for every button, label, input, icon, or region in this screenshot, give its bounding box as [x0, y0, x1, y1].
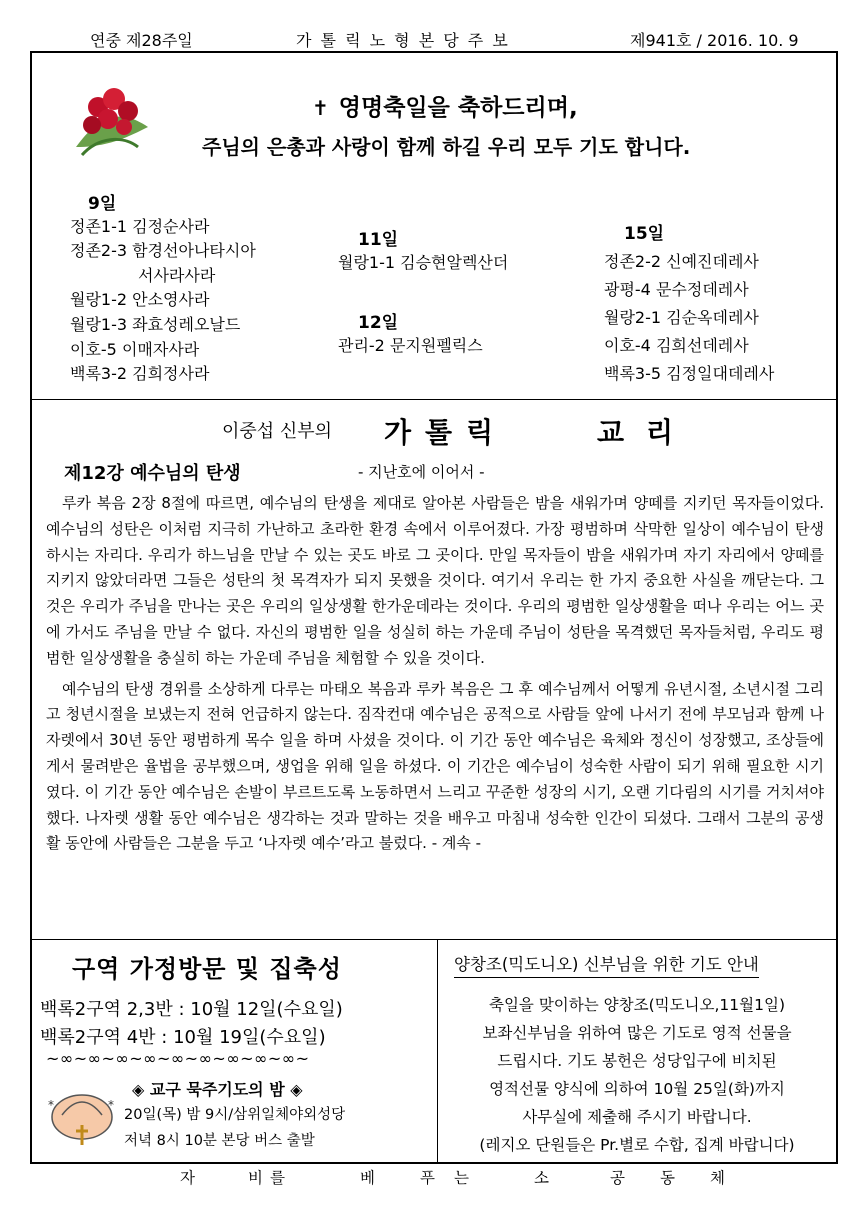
footer-char: 베: [360, 1169, 375, 1187]
continued-note: - 지난호에 이어서 -: [358, 463, 485, 481]
rosary-detail: 저녁 8시 10분 본당 버스 출발: [124, 1133, 315, 1149]
feast-column-9: [70, 189, 256, 386]
feast-name: 정존2-3 함경선아나타시아: [70, 241, 256, 261]
doctrine-paragraph: 예수님의 탄생 경위를 소상하게 다루는 마태오 복음과 루카 복음은 그 후 예수님께서 어떻게 유년시절, 소년시절 그리고 청년시절을 보냈는지 전혀 언급하지 않는다. 짐작컨대 예수님은 공적으로 사람들 앞에 나서기 전에 부모님과 함께 나자렛에서 30년 동안 평범하게 목수 일을 하며 사셨을 것이다. 이 기간 동안 예수님은 육체와 정신이 성장했고, 조상들에게서 물려받은 율법을 공부했으며, 생업을 위해 일을 하셨다. 이 기간은 예수님이 성숙한 사람이 되기 위해 필요한 시기였다. 이 기간 동안 예수님은 손발이 부르트도록 노동하면서 느리고 꾸준한 성장의 시기, 오랜 기다림의 시기를 거치셔야 했다. 나자렛 생활 동안 예수님은 생각하는 것과 말하는 것을 배우고 마침내 성숙한 인간이 되셨다. 그래서 그분의 공생활 동안에 사람들은 그분을 두고 ‘나자렛 예수’라고 불렀다. - 계속 -: [46, 679, 824, 853]
footer-char: 를: [270, 1169, 285, 1187]
rosary-night-title: ◈ 교구 묵주기도의 밤 ◈: [132, 1080, 303, 1099]
feast-name: 월랑1-3 좌효성레오날드: [70, 314, 241, 334]
praying-hands-icon: [42, 1069, 122, 1149]
feast-name: 이호-4 김희선데레사: [604, 336, 749, 355]
prayer-guide-line: 드립시다. 기도 봉헌은 성당입구에 비치된: [497, 1052, 777, 1070]
home-visit-box: [32, 939, 437, 1162]
feast-name: 정존2-2 신예진데레사: [604, 252, 759, 271]
feast-day-label: 9일: [88, 194, 117, 214]
footer-char: 비: [248, 1169, 263, 1187]
page-header: [0, 28, 860, 52]
home-visit-title: 구역 가정방문 및 집축성: [72, 955, 342, 983]
feast-name: 광평-4 문수정데레사: [604, 280, 749, 299]
prayer-guide-title: 양창조(믹도니오) 신부님을 위한 기도 안내: [454, 951, 759, 978]
notices-section: [32, 939, 836, 1162]
doctrine-author: 이중섭 신부의: [222, 421, 333, 442]
svg-text:*: *: [48, 1098, 54, 1112]
feast-column-15: [604, 219, 774, 389]
feast-name: 정존1-1 김정순사라: [70, 216, 210, 236]
doctrine-title-doctrine: 교리: [597, 416, 696, 449]
prayer-guide-box: [438, 939, 836, 1162]
lesson-title: 제12강 예수님의 탄생: [64, 463, 241, 484]
prayer-guide-line: 보좌신부님을 위하여 많은 기도로 영적 선물을: [482, 1024, 792, 1042]
prayer-guide-line: 사무실에 제출해 주시기 바랍니다.: [522, 1108, 752, 1126]
footer-char: 자: [180, 1169, 195, 1187]
footer-char: 공: [610, 1169, 625, 1187]
feast-name: 월랑1-2 안소영사라: [70, 290, 210, 310]
footer-char: 는: [454, 1169, 469, 1187]
feast-subtitle: 주님의 은총과 사랑이 함께 하길 우리 모두 기도 합니다.: [202, 135, 691, 159]
feast-day-label: 11일: [358, 230, 399, 250]
visit-schedule-row: 백록2구역 2,3반 : 10월 12일(수요일): [40, 999, 343, 1020]
feast-name: 관리-2 문지원펠릭스: [338, 335, 483, 355]
doctrine-body: [46, 491, 824, 862]
feast-day-label: 15일: [624, 224, 665, 244]
feast-column-11: [338, 225, 508, 274]
prayer-guide-line: 영적선물 양식에 의하여 10월 25일(화)까지: [489, 1080, 785, 1098]
visit-schedule-row: 백록2구역 4반 : 10월 19일(수요일): [40, 1027, 326, 1048]
svg-text:*: *: [108, 1098, 114, 1112]
doctrine-section: [32, 399, 836, 940]
feast-title: ✝ 영명축일을 축하드리며,: [312, 95, 578, 121]
liturgical-week: 연중 제28주일: [90, 31, 193, 50]
feast-name: 서사라사라: [138, 265, 216, 285]
footer-char: 푸: [420, 1169, 435, 1187]
doctrine-paragraph: 루카 복음 2장 8절에 따르면, 예수님의 탄생을 제대로 알아본 사람들은 밤을 새워가며 양떼를 지키던 목자들이었다. 예수님의 성탄은 이처럼 지극히 가난하고 초라한 환경 속에서 이루어졌다. 가장 평범하며 삭막한 일상이 예수님이 탄생하시는 자리다. 우리가 하느님을 만날 수 있는 곳도 바로 그 곳이다. 만일 목자들이 밤을 새워가며 자기 자리에서 양떼를 지키지 않았더라면 그들은 성탄의 첫 목격자가 되지 못했을 것이다. 여기서 우리는 한 가지 중요한 사실을 깨닫는다. 그것은 우리가 주님을 만나는 곳은 우리의 일상생활 한가운데라는 것이다. 우리의 평범한 일상생활을 떠나 우리는 어느 곳에 가서도 주님을 만날 수 없다. 자신의 평범한 일을 성실히 하는 가운데 주님이 성탄을 목격했던 목자들처럼, 우리도 평범한 일상생활을 충실히 하는 가운데 주님을 체험할 수 있을 것이다.: [46, 494, 824, 667]
prayer-guide-line: (레지오 단원들은 Pr.별로 수합, 집계 바랍니다): [479, 1136, 795, 1154]
page-footer: [30, 1166, 838, 1190]
doctrine-title-catholic: 가톨릭: [384, 416, 508, 449]
prayer-guide-line: 축일을 맞이하는 양창조(믹도니오,11월1일): [488, 996, 786, 1014]
bulletin-title: 가 톨 릭 노 형 본 당 주 보: [296, 31, 510, 50]
feast-name: 월랑2-1 김순옥데레사: [604, 308, 759, 327]
cross-icon: ✝: [312, 96, 329, 120]
issue-number: 제941호 / 2016. 10. 9: [630, 31, 799, 50]
rosary-detail: 20일(목) 밤 9시/삼위일체야외성당: [124, 1107, 346, 1123]
feast-name: 이호-5 이매자사라: [70, 339, 200, 359]
footer-char: 동: [660, 1169, 675, 1187]
feast-day-label: 12일: [358, 313, 399, 333]
bulletin-frame: [30, 51, 838, 1164]
feast-name: 백록3-5 김정일대데레사: [604, 364, 775, 383]
feast-name: 백록3-2 김희정사라: [70, 364, 210, 384]
feast-column-12: [338, 308, 483, 357]
footer-char: 소: [534, 1169, 549, 1187]
rose-bouquet-icon: [68, 77, 156, 165]
decorative-divider: ~∞~∞~∞~∞~∞~∞~∞~∞~∞~: [46, 1049, 310, 1068]
feast-name: 월랑1-1 김승현알렉산더: [338, 252, 509, 272]
feast-section: [32, 53, 836, 400]
footer-char: 체: [710, 1169, 725, 1187]
